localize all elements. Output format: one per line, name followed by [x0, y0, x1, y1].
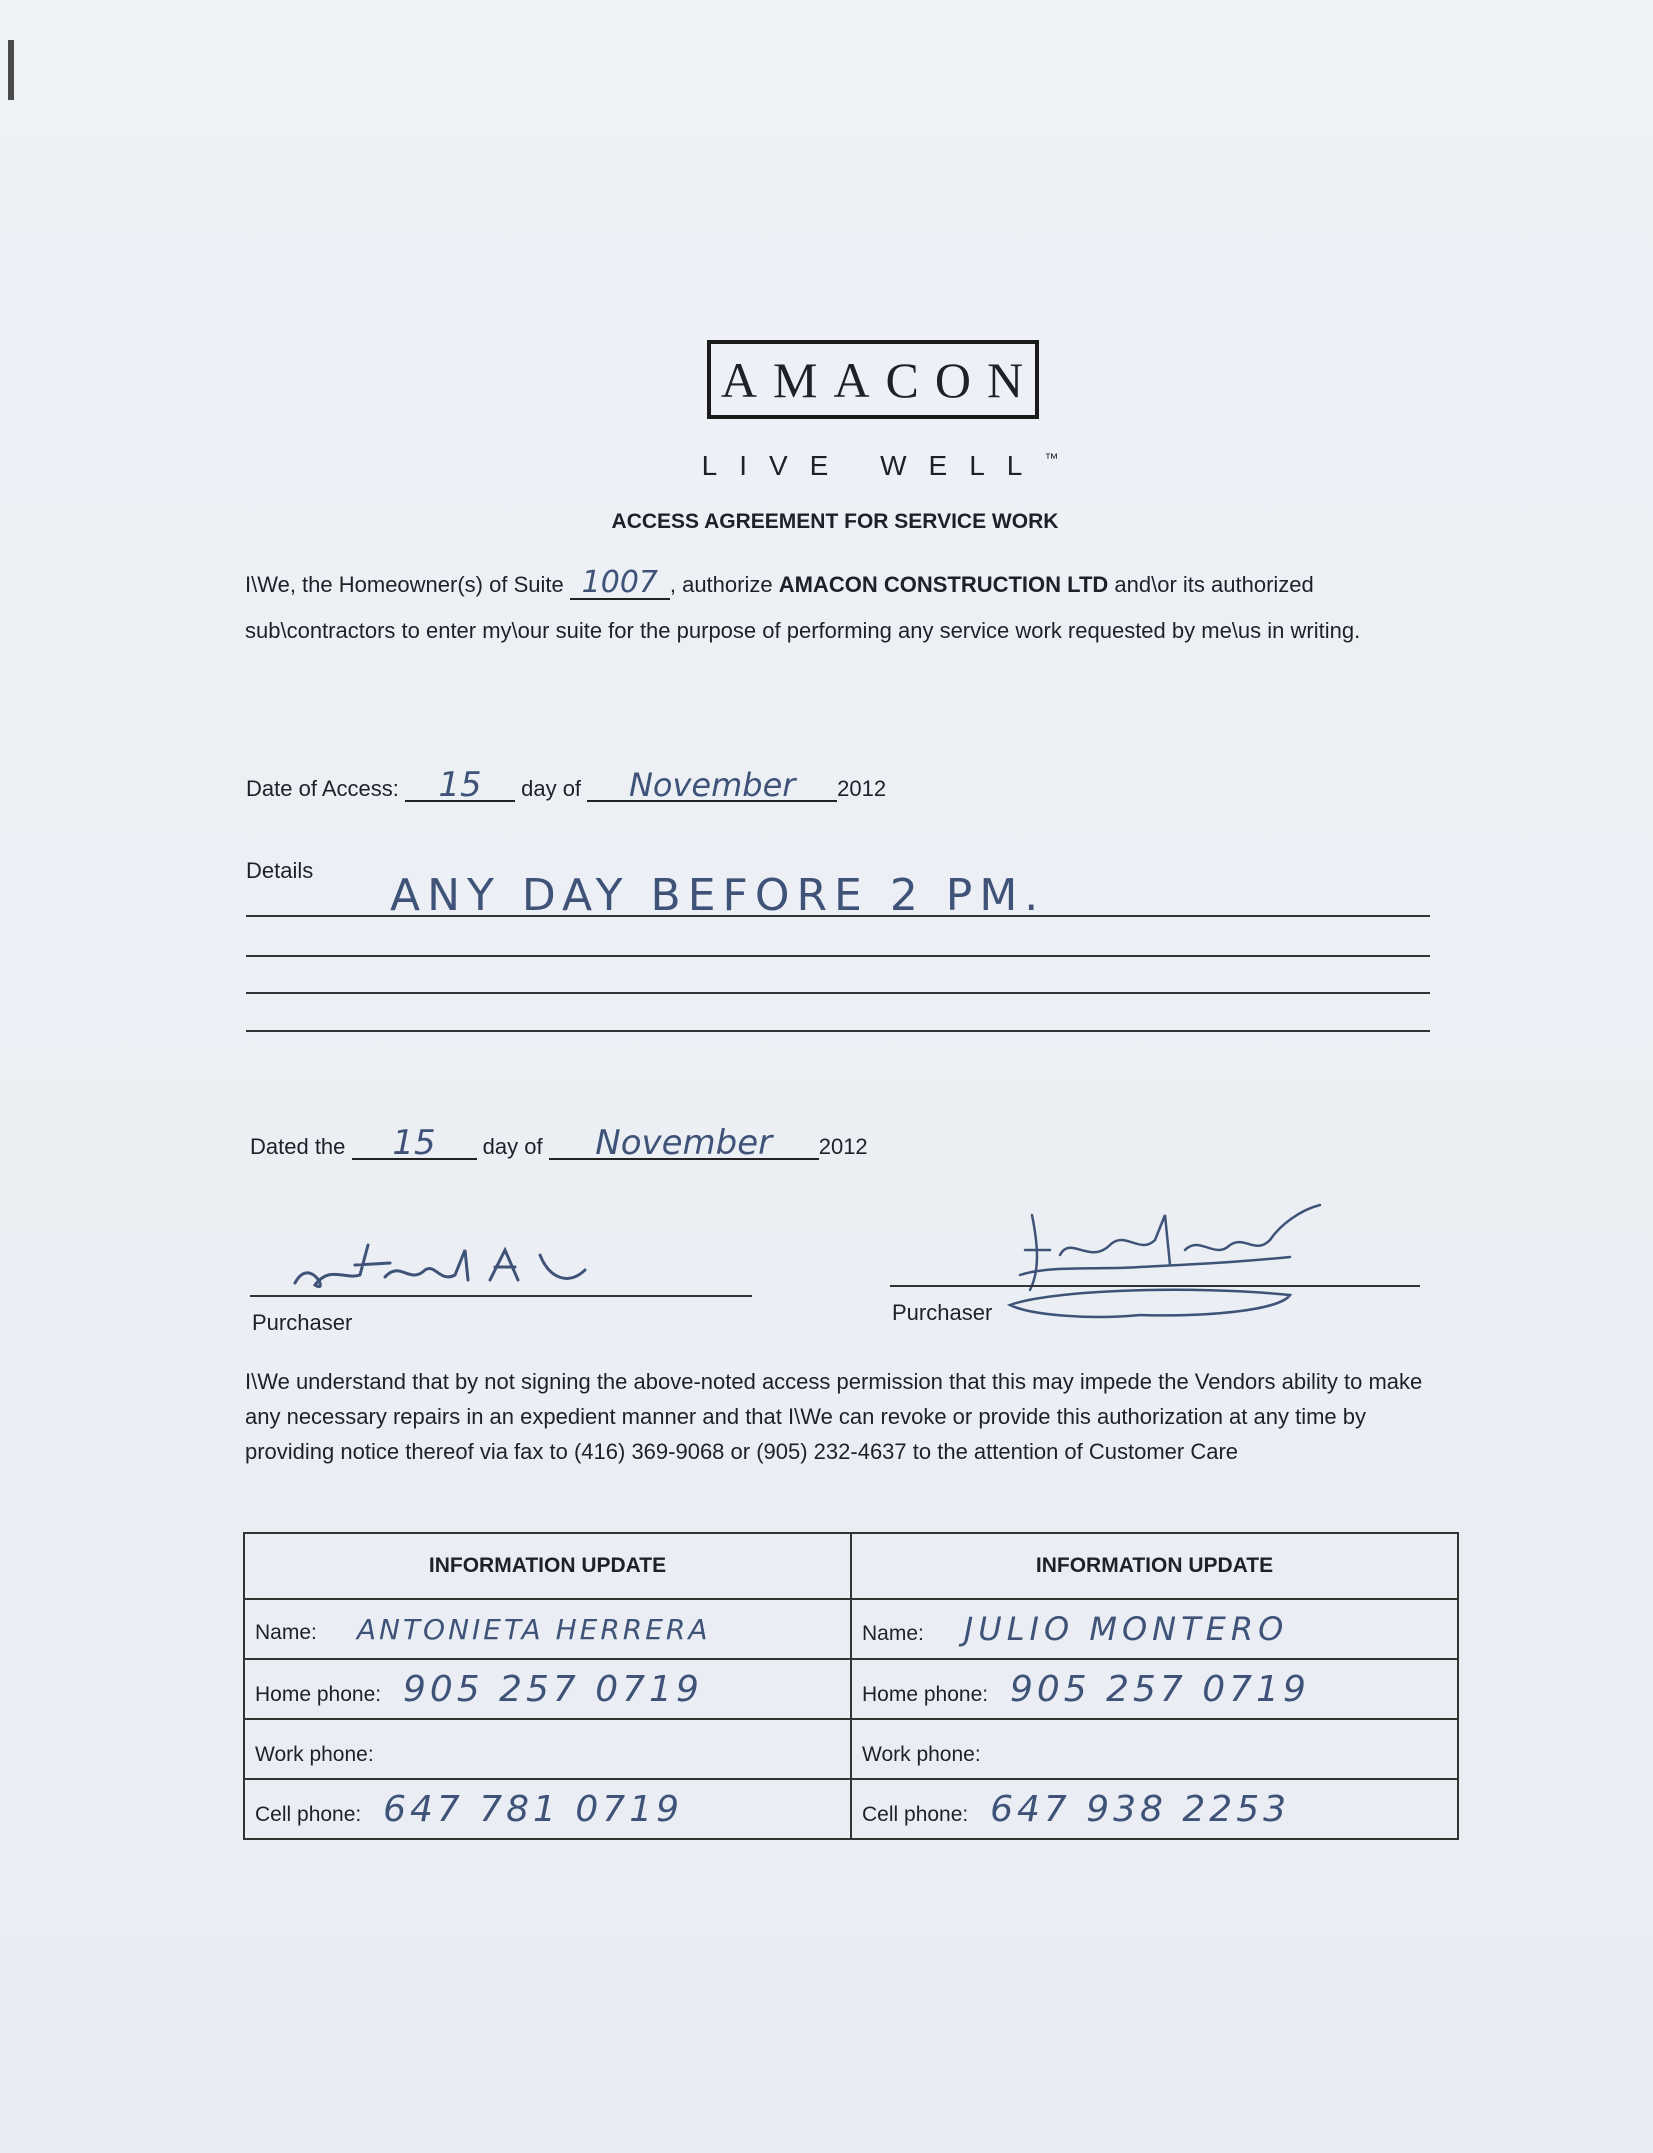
name-left-value: ANTONIETA HERRERA [356, 1612, 711, 1646]
purchaser-label-left: Purchaser [252, 1310, 353, 1335]
dated-day-field: 15 [352, 1128, 477, 1160]
trademark-mark: ™ [1044, 450, 1059, 466]
information-update-table [243, 1532, 1459, 1840]
table-header-right: INFORMATION UPDATE [851, 1533, 1458, 1599]
work-phone-cell-right: Work phone: [851, 1719, 1458, 1779]
date-of-access-row: Date of Access: 15 day of November 2012 [246, 765, 887, 805]
company-name: AMACON CONSTRUCTION LTD [778, 572, 1109, 597]
details-line [246, 915, 1430, 917]
table-row [244, 1599, 1458, 1659]
details-label: Details [246, 858, 314, 883]
dated-month-field: November [549, 1128, 819, 1160]
cell-phone-cell-right: Cell phone: 647 938 2253 [851, 1779, 1458, 1839]
purchaser-signature-right [990, 1195, 1350, 1325]
table-row [244, 1719, 1458, 1779]
access-month-field: November [587, 770, 837, 802]
intro-paragraph: I\We, the Homeowner(s) of Suite 1007 , authorize AMACON CONSTRUCTION LTD and\or its authorized sub\contractors to enter my\our suite for the purpose of performing any service work requested by me\us in writing. [245, 565, 1361, 643]
amacon-logo [707, 340, 1039, 419]
suite-number-field: 1007 [570, 568, 670, 600]
home-phone-cell-left: Home phone: 905 257 0719 [244, 1659, 851, 1719]
signature-line-right [890, 1285, 1420, 1287]
work-phone-cell-left: Work phone: [244, 1719, 851, 1779]
table-row [244, 1779, 1458, 1839]
logo-tagline: LIVE WELL™ [701, 450, 1059, 481]
signature-line-left [250, 1295, 752, 1297]
home-phone-right-value: 905 257 0719 [1009, 1668, 1310, 1710]
notice-paragraph: I\We understand that by not signing the above-noted access permission that this may impede the Vendors ability to make any necessary repairs in an expedient manner and that I\We can revoke or provide this authorization at any time by providing notice thereof via fax to (416) 369-9068 or (905) 232-4637 to the attention of Customer Care [245, 1369, 1423, 1464]
dated-row: Dated the 15 day of November 2012 [250, 1123, 868, 1163]
name-cell-right: Name: JULIO MONTERO [851, 1599, 1458, 1659]
document-title: ACCESS AGREEMENT FOR SERVICE WORK [611, 510, 1059, 533]
details-line [246, 955, 1430, 957]
name-right-value: JULIO MONTERO [963, 1610, 1289, 1648]
cell-phone-left-value: 647 781 0719 [383, 1788, 684, 1830]
table-header-left: INFORMATION UPDATE [244, 1533, 851, 1599]
purchaser-signature-left [290, 1225, 670, 1305]
purchaser-label-right: Purchaser [892, 1300, 993, 1325]
name-cell-left: Name: ANTONIETA HERRERA [244, 1599, 851, 1659]
cell-phone-cell-left: Cell phone: 647 781 0719 [244, 1779, 851, 1839]
scan-edge [8, 40, 14, 100]
logo-brand: AMACON [720, 351, 1040, 408]
access-day-field: 15 [405, 770, 515, 802]
home-phone-cell-right: Home phone: 905 257 0719 [851, 1659, 1458, 1719]
home-phone-left-value: 905 257 0719 [402, 1668, 703, 1710]
cell-phone-right-value: 647 938 2253 [990, 1788, 1291, 1830]
details-line [246, 1030, 1430, 1032]
table-header-row [244, 1533, 1458, 1599]
details-text: ANY DAY BEFORE 2 PM. [390, 870, 1046, 921]
details-line [246, 992, 1430, 994]
table-row [244, 1659, 1458, 1719]
